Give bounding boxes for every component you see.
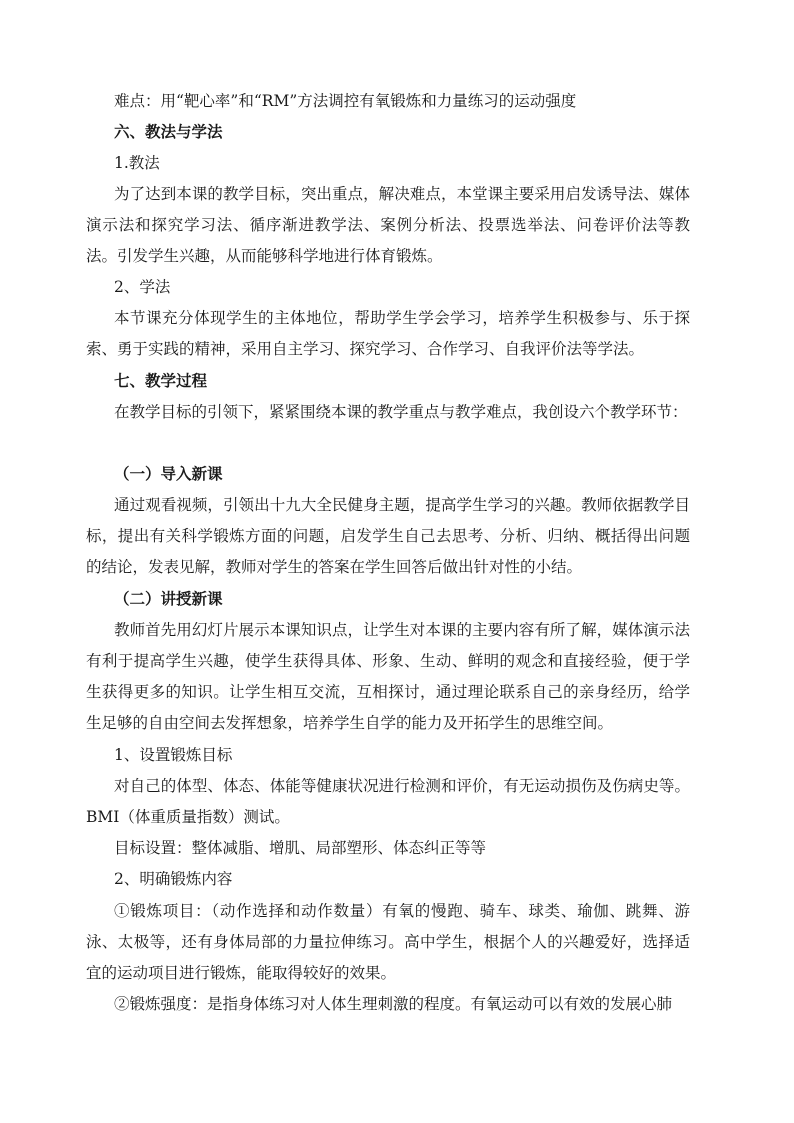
part-2-heading: （二）讲授新课 [114,590,223,608]
part-1-heading: （一）导入新课 [114,465,223,483]
subsection-teaching-method-heading: 1.教法 [114,154,160,172]
subsection-learning-method-heading: 2、学法 [114,278,171,296]
part-1-paragraph: 通过观看视频，引领出十九大全民健身主题，提高学生学习的兴趣。教师依据教学目标，提出有关科学锻炼方面的问题，启发学生自己去思考、分析、归纳、概括得出问题的结论，发表见解，教师对学生的答案在学生回答后做出针对性的小结。 [86,496,690,576]
step-1-paragraph: 对自己的体型、体态、体能等健康状况进行检测和评价，有无运动损伤及伤病史等。BMI（体重质量指数）测试。 [86,777,690,826]
learning-method-paragraph: 本节课充分体现学生的主体地位，帮助学生学会学习，培养学生积极参与、乐于探索、勇于实践的精神，采用自主学习、探究学习、合作学习、自我评价法等学法。 [86,309,690,358]
exercise-items-paragraph: ①锻炼项目：（动作选择和动作数量）有氧的慢跑、骑车、球类、瑜伽、跳舞、游泳、太极等，还有身体局部的力量拉伸练习。高中学生，根据个人的兴趣爱好，选择适宜的运动项目进行锻炼，能取得较好的效果。 [86,902,690,982]
goal-setting-line: 目标设置：整体减脂、增肌、局部塑形、体态纠正等等 [114,839,487,857]
process-intro-paragraph: 在教学目标的引领下，紧紧围绕本课的教学重点与教学难点，我创设六个教学环节： [114,403,688,421]
section-6-heading: 六、教法与学法 [114,123,223,141]
part-2-paragraph: 教师首先用幻灯片展示本课知识点，让学生对本课的主要内容有所了解，媒体演示法有利于提高学生兴趣，使学生获得具体、形象、生动、鲜明的观念和直接经验，便于学生获得更多的知识。让学生相互交流，互相探讨，通过理论联系自己的亲身经历，给学生足够的自由空间去发挥想象，培养学生自学的能力及开拓学生的思维空间。 [86,621,690,732]
section-7-heading: 七、教学过程 [114,372,208,390]
exercise-intensity-paragraph: ②锻炼强度：是指身体练习对人体生理刺激的程度。有氧运动可以有效的发展心肺 [114,995,673,1013]
step-1-heading: 1、设置锻炼目标 [114,746,233,764]
step-2-heading: 2、明确锻炼内容 [114,870,233,888]
teaching-method-paragraph: 为了达到本课的教学目标，突出重点，解决难点，本堂课主要采用启发诱导法、媒体演示法和探究学习法、循序渐进教学法、案例分析法、投票选举法、问卷评价法等教法。引发学生兴趣，从而能够科学地进行体育锻炼。 [86,185,690,265]
difficulty-line: 难点：用“靶心率”和“RM”方法调控有氧锻炼和力量练习的运动强度 [114,92,577,110]
